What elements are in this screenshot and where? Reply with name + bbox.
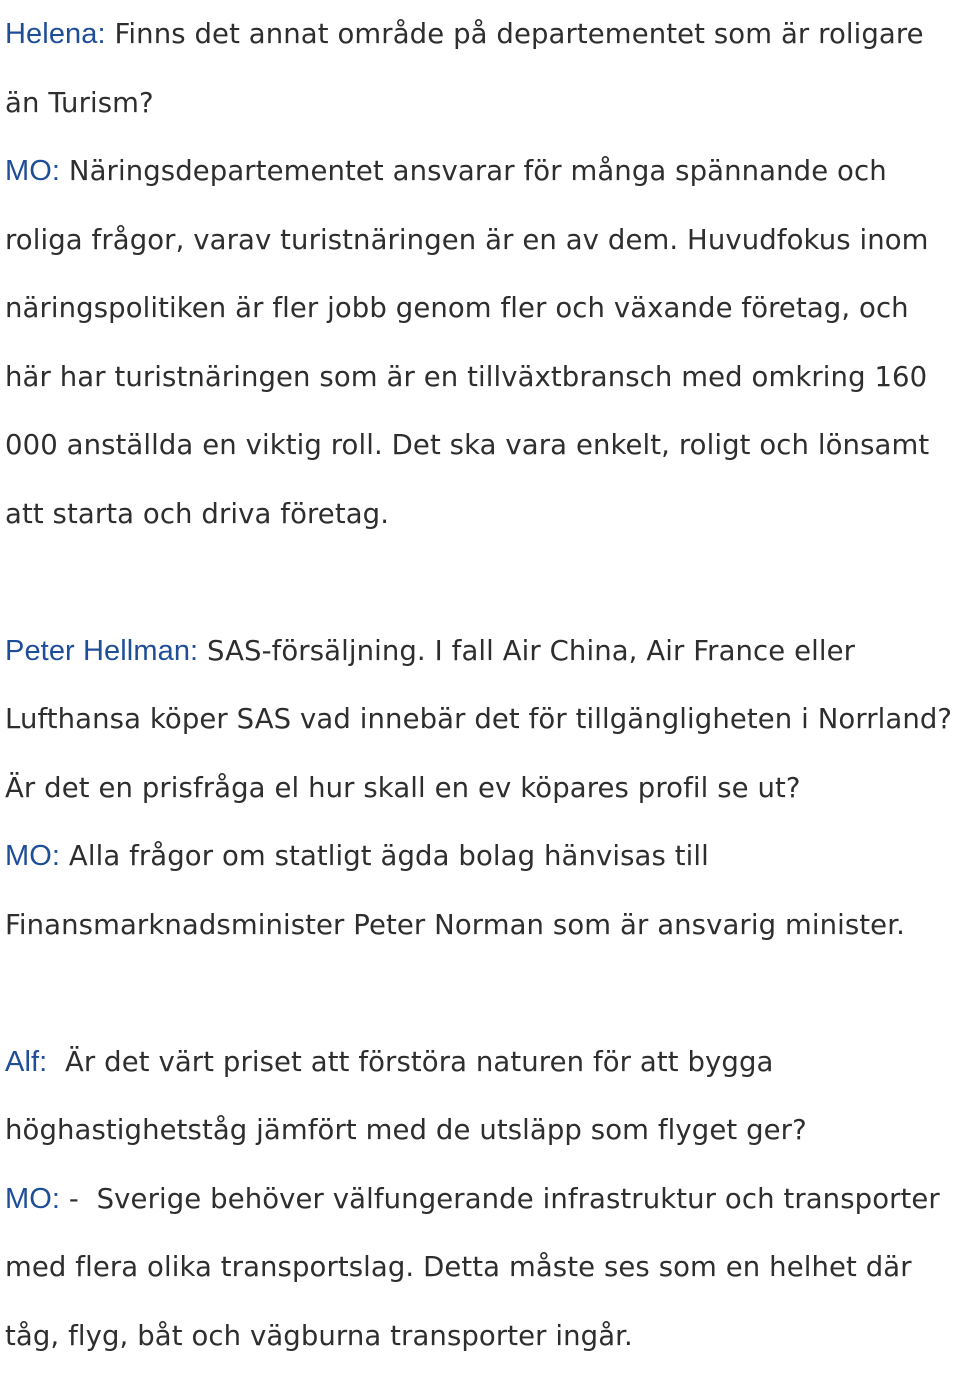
entry-mo-answer-1 [5,137,957,548]
speaker-name: Peter Hellman: [5,634,199,667]
interview-document [5,0,957,1370]
entry-text: Finns det annat område på departementet som är roligare än Turism? [5,18,924,119]
paragraph-spacer [5,959,957,1028]
speaker-name: Helena: [5,18,106,50]
entry-helena [5,0,957,137]
entry-alf [5,1028,957,1165]
paragraph-spacer [5,548,957,617]
entry-text: Alla frågor om statligt ägda bolag hänvisas till Finansmarknadsminister Peter Norman som är ansvarig minister. [5,840,905,941]
entry-text: SAS-försäljning. I fall Air China, Air France eller Lufthansa köper SAS vad innebär det för tillgängligheten i Norrland? Är det en prisfråga el hur skall en ev köpares profil se ut? [5,634,953,804]
speaker-name: MO: [5,1182,61,1215]
entry-text: Är det värt priset att förstöra naturen för att bygga höghastighetståg jämfört med de utsläpp som flyget ger? [5,1045,807,1146]
entry-text: - Sverige behöver välfungerande infrastruktur och transporter med flera olika transportslag. Detta måste ses som en helhet där tåg, flyg, båt och vägburna transporter ingår. [5,1182,949,1352]
entry-peter-hellman [5,617,957,823]
speaker-name: MO: [5,840,61,872]
entry-mo-answer-3 [5,1165,957,1371]
entry-text: Näringsdepartementet ansvarar för många spännande och roliga frågor, varav turistnäringen är en av dem. Huvudfokus inom näringspolitiken är fler jobb genom fler och växande företag, och här har turistnäringen som är en tillväxtbransch med omkring 160 000 anställda en viktig roll. Det ska vara enkelt, roligt och lönsamt att starta och driva företag. [5,155,930,530]
speaker-name: MO: [5,155,61,187]
entry-mo-answer-2 [5,822,957,959]
speaker-name: Alf: [5,1045,48,1078]
